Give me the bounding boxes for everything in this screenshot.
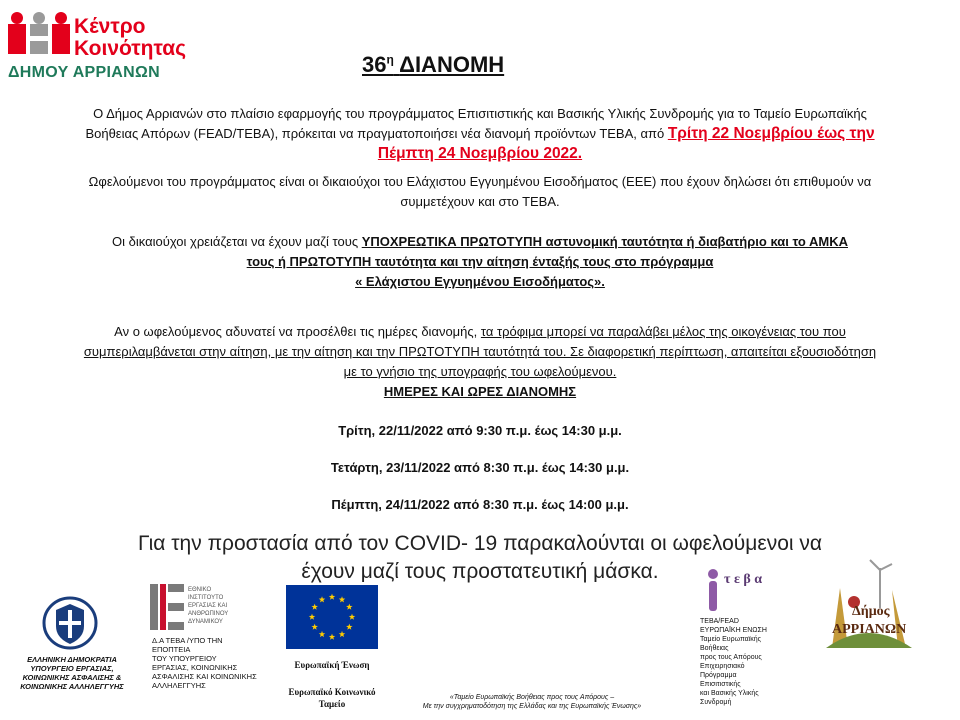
teba-line: ΕΥΡΩΠΑΪΚΗ ΕΝΩΣΗ	[700, 627, 767, 634]
eu-label: Ευρωπαϊκή Ένωση	[294, 660, 370, 670]
teba-line: Επιχειρησιακό	[700, 663, 745, 670]
social-fund-line: Ευρωπαϊκό Κοινωνικό	[288, 687, 376, 697]
community-people-icon	[8, 10, 70, 60]
dimos-arrianon-logo	[818, 558, 918, 652]
eiead-mark-icon	[150, 584, 184, 630]
ministry-line: ΚΟΙΝΩΝΙΚΗΣ ΑΛΛΗΛΕΓΓΥΗΣ	[20, 682, 124, 691]
eiead-line: Δ.Α ΤΕΒΑ /ΥΠΟ ΤΗΝ	[152, 636, 223, 645]
ministry-line: ΥΠΟΥΡΓΕΙΟ ΕΡΓΑΣΙΑΣ,	[30, 664, 114, 673]
eiead-logo	[150, 584, 240, 632]
eiead-line: ΕΠΟΠΤΕΙΑ	[152, 645, 191, 654]
teba-wordmark: τ ε β α	[724, 572, 763, 587]
page-title	[362, 52, 504, 78]
documents-lead: Οι δικαιούχοι χρειάζεται να έχουν μαζί τους	[112, 234, 359, 249]
teba-logo	[704, 566, 774, 616]
teba-line: Πρόγραμμα	[700, 672, 737, 679]
eiead-line: ΕΡΓΑΣΙΑΣ, ΚΟΙΝΩΝΙΚΗΣ	[152, 663, 238, 672]
logo-line1: Κέντρο	[74, 15, 146, 38]
schedule-title: ΗΜΕΡΕΣ ΚΑΙ ΩΡΕΣ ΔΙΑΝΟΜΗΣ	[383, 384, 577, 399]
eiead-logo-line: ΑΝΘΡΩΠΙΝΟΥ	[188, 611, 229, 617]
title-text: ΔΙΑΝΟΜΗ	[399, 52, 505, 77]
teba-text	[700, 617, 784, 707]
intro-date-start: Τρίτη 22 Νοεμβρίου έως την	[667, 125, 875, 142]
eiead-line: ΑΣΦΑΛΙΣΗΣ ΚΑΙ ΚΟΙΝΩΝΙΚΗΣ	[152, 672, 257, 681]
teba-line: Επισιτιστικής	[700, 681, 741, 688]
documents-required-1: ΥΠΟΧΡΕΩΤΙΚΑ ΠΡΩΤΟΤΥΠΗ αστυνομική ταυτότητα ή διαβατήριο και το ΑΜΚΑ	[361, 234, 848, 249]
dimos-logo-line1: Δήμος	[852, 604, 890, 619]
schedule-day-2: Τετάρτη, 23/11/2022 από 8:30 π.μ. έως 14:30 μ.μ.	[330, 460, 630, 475]
documents-required-3: « Ελάχιστου Εγγυημένου Εισοδήματος».	[355, 274, 605, 289]
teba-line: Συνδρομή	[700, 699, 732, 706]
beneficiaries-line1: Ωφελούμενοι του προγράμματος είναι οι δικαιούχοι του Ελάχιστου Εγγυημένου Εισοδήματος (ΕΕΕ) που έχουν δηλώσει ότι επιθυμούν να	[88, 174, 872, 189]
logo-municipality: ΔΗΜΟΥ ΑΡΡΙΑΝΩΝ	[8, 64, 160, 81]
teba-line: Βοήθειας	[700, 645, 729, 652]
authorization-u1: τα τρόφιμα μπορεί να παραλάβει μέλος της οικογένειας του που	[480, 324, 846, 339]
ministry-text	[18, 655, 126, 691]
logo-line2: Κοινότητας	[74, 37, 187, 60]
intro-line2: Βοήθειας Απόρων (FEAD/ΤΕΒΑ), πρόκειται να πραγματοποιήσει νέα διανομή προϊόντων ΤΕΒΑ, από	[85, 126, 665, 141]
intro-paragraph	[20, 104, 940, 164]
fund-quote-line: Με την συγχρηματοδότηση της Ελλάδας και της Ευρωπαϊκής Ένωσης»	[422, 703, 642, 710]
fund-quote-line: «Ταμείο Ευρωπαϊκής Βοήθειας προς τους Απόρους –	[449, 694, 615, 701]
eiead-text	[152, 636, 270, 690]
authorization-lead: Αν ο ωφελούμενος αδυνατεί να προσέλθει τις ημέρες διανομής,	[114, 324, 478, 339]
social-fund-line: Ταμείο	[318, 699, 346, 709]
dimos-logo-line2: ΑΡΡΙΑΝΩΝ	[832, 622, 907, 637]
teba-line: και Βασικής Υλικής	[700, 690, 759, 697]
covid-line2: έχουν μαζί τους προστατευτική μάσκα.	[301, 560, 659, 583]
intro-line1: Ο Δήμος Αρριανών στο πλαίσιο εφαρμογής του προγράμματος Επισιτιστικής και Βασικής Υλικής Συνδρομής για το Ταμείο Ευρωπαϊκής	[93, 106, 867, 121]
documents-paragraph	[20, 232, 940, 292]
authorization-paragraph	[20, 322, 940, 382]
title-sup: η	[386, 52, 394, 67]
eiead-logo-line: ΕΘΝΙΚΟ	[188, 587, 212, 593]
kentro-koinotitas-logo	[8, 6, 198, 86]
social-fund-label	[282, 686, 382, 710]
greek-republic-emblem-icon	[40, 596, 100, 650]
teba-line: ΤΕΒΑ/FEAD	[700, 618, 739, 625]
teba-figure-icon	[706, 568, 720, 614]
eiead-logo-line: ΙΝΣΤΙΤΟΥΤΟ	[188, 595, 224, 601]
teba-line: Ταμείο Ευρωπαϊκής	[700, 636, 762, 643]
authorization-u2: συμπεριλαμβάνεται στην αίτηση, με την αίτηση και την ΠΡΩΤΟΤΥΠΗ ταυτότητά του. Σε διαφορετική περίπτωση, απαιτείται εξουσιοδότηση	[83, 344, 877, 359]
schedule-day-1: Τρίτη, 22/11/2022 από 9:30 π.μ. έως 14:30 μ.μ.	[338, 423, 622, 438]
beneficiaries-paragraph	[20, 172, 940, 212]
covid-line1: Για την προστασία από τον COVID- 19 παρακαλούνται οι ωφελούμενοι να	[137, 532, 823, 555]
title-number: 36	[362, 52, 387, 77]
eiead-line: ΤΟΥ ΥΠΟΥΡΓΕΙΟΥ	[152, 654, 217, 663]
ministry-line: ΚΟΙΝΩΝΙΚΗΣ ΑΣΦΑΛΙΣΗΣ &	[22, 673, 122, 682]
intro-date-end: Πέμπτη 24 Νοεμβρίου 2022.	[377, 145, 583, 162]
eu-flag-icon	[286, 585, 378, 649]
fund-quote	[372, 693, 692, 711]
eiead-line: ΑΛΛΗΛΕΓΓΥΗΣ	[152, 681, 206, 690]
authorization-u3: με το γνήσιο της υπογραφής του ωφελούμενου.	[343, 364, 617, 379]
eiead-logo-line: ΔΥΝΑΜΙΚΟΥ	[188, 619, 223, 625]
documents-required-2: τους ή ΠΡΩΤΟΤΥΠΗ ταυτότητα και την αίτηση ένταξής τους στο πρόγραμμα	[246, 254, 714, 269]
eiead-logo-line: ΕΡΓΑΣΙΑΣ ΚΑΙ	[188, 603, 228, 609]
ministry-line: ΕΛΛΗΝΙΚΗ ΔΗΜΟΚΡΑΤΙΑ	[27, 655, 117, 664]
teba-line: προς τους Απόρους	[700, 654, 762, 661]
schedule-day-3: Πέμπτη, 24/11/2022 από 8:30 π.μ. έως 14:00 μ.μ.	[331, 497, 629, 512]
beneficiaries-line2: συμμετέχουν και στο ΤΕΒΑ.	[400, 194, 560, 209]
